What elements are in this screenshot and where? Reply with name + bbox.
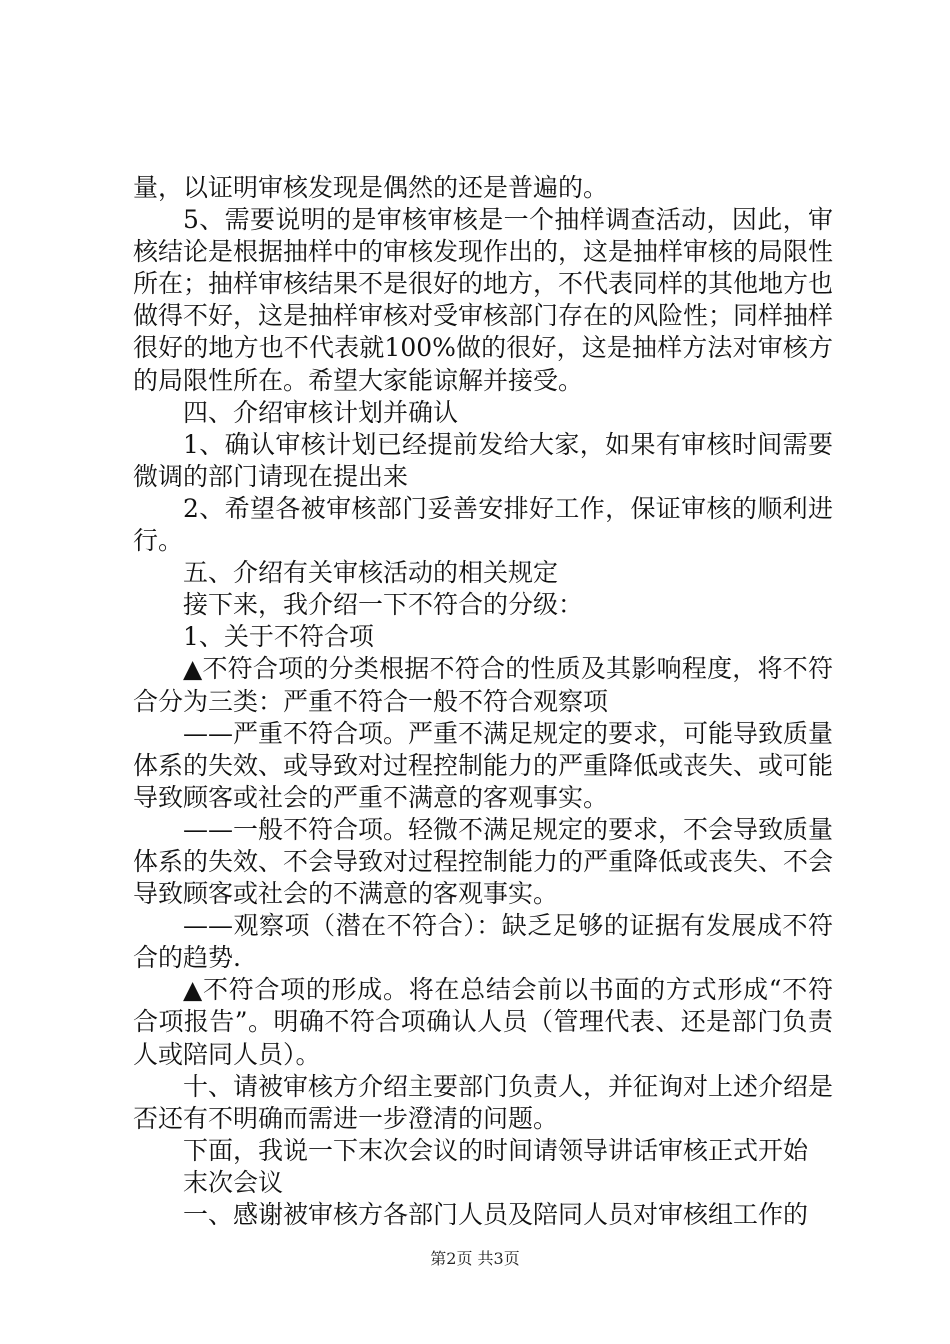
paragraph-general-nonconformity: ——一般不符合项。轻微不满足规定的要求，不会导致质量体系的失效、不会导致对过程控制能力的严重降低或丧失、不会导致顾客或社会的不满意的客观事实。 — [133, 814, 834, 909]
document-body — [133, 172, 833, 1231]
paragraph-plan-confirm: 1、确认审核计划已经提前发给大家，如果有审核时间需要微调的部门请现在提出来 — [133, 429, 833, 491]
section-heading-rules: 五、介绍有关审核活动的相关规定 — [183, 558, 559, 588]
page-footer — [0, 1246, 950, 1269]
paragraph-classification: ▲不符合项的分类根据不符合的性质及其影响程度，将不符合分为三类：严重不符合一般不符合观察项 — [133, 654, 833, 716]
section-heading-closing-meeting: 末次会议 — [183, 1167, 284, 1197]
paragraph-observation: ——观察项（潜在不符合）：缺乏足够的证据有发展成不符合的趋势. — [133, 911, 833, 973]
paragraph-grading-intro: 接下来，我介绍一下不符合的分级： — [183, 590, 584, 620]
paragraph-closing-meeting-time: 下面，我说一下末次会议的时间请领导讲话审核正式开始 — [183, 1135, 809, 1165]
paragraph-plan-arrange: 2、希望各被审核部门妥善安排好工作，保证审核的顺利进行。 — [133, 493, 833, 556]
paragraph-thanks: 一、感谢被审核方各部门人员及陪同人员对审核组工作的 — [183, 1200, 809, 1229]
section-heading-audit-plan: 四、介绍审核计划并确认 — [183, 397, 459, 427]
paragraph-nonconformity-heading: 1、关于不符合项 — [183, 622, 374, 652]
paragraph-sampling-note: 5、需要说明的是审核审核是一个抽样调查活动，因此，审核结论是根据抽样中的审核发现作出的，这是抽样审核的局限性所在；抽样审核结果不是很好的地方，不代表同样的其他地方也做得不好，这是抽样审核对受审核部门存在的风险性；同样抽样很好的地方也不代表就100%做的很好，这是抽样方法对审核方的局限性所在。希望大家能谅解并接受。 — [133, 205, 834, 395]
paragraph-continuation: 量，以证明审核发现是偶然的还是普遍的。 — [133, 173, 609, 202]
paragraph-report-formation: ▲不符合项的形成。将在总结会前以书面的方式形成“不符合项报告”。明确不符合项确认人员（管理代表、还是部门负责人或陪同人员）。 — [133, 975, 833, 1069]
paragraph-introduce-leads: 十、请被审核方介绍主要部门负责人，并征询对上述介绍是否还有不明确而需进一步澄清的问题。 — [133, 1071, 834, 1133]
page-number-label: 第2页 共3页 — [430, 1249, 520, 1268]
paragraph-serious-nonconformity: ——严重不符合项。严重不满足规定的要求，可能导致质量体系的失效、或导致对过程控制能力的严重降低或丧失、或可能导致顾客或社会的严重不满意的客观事实。 — [133, 718, 834, 812]
